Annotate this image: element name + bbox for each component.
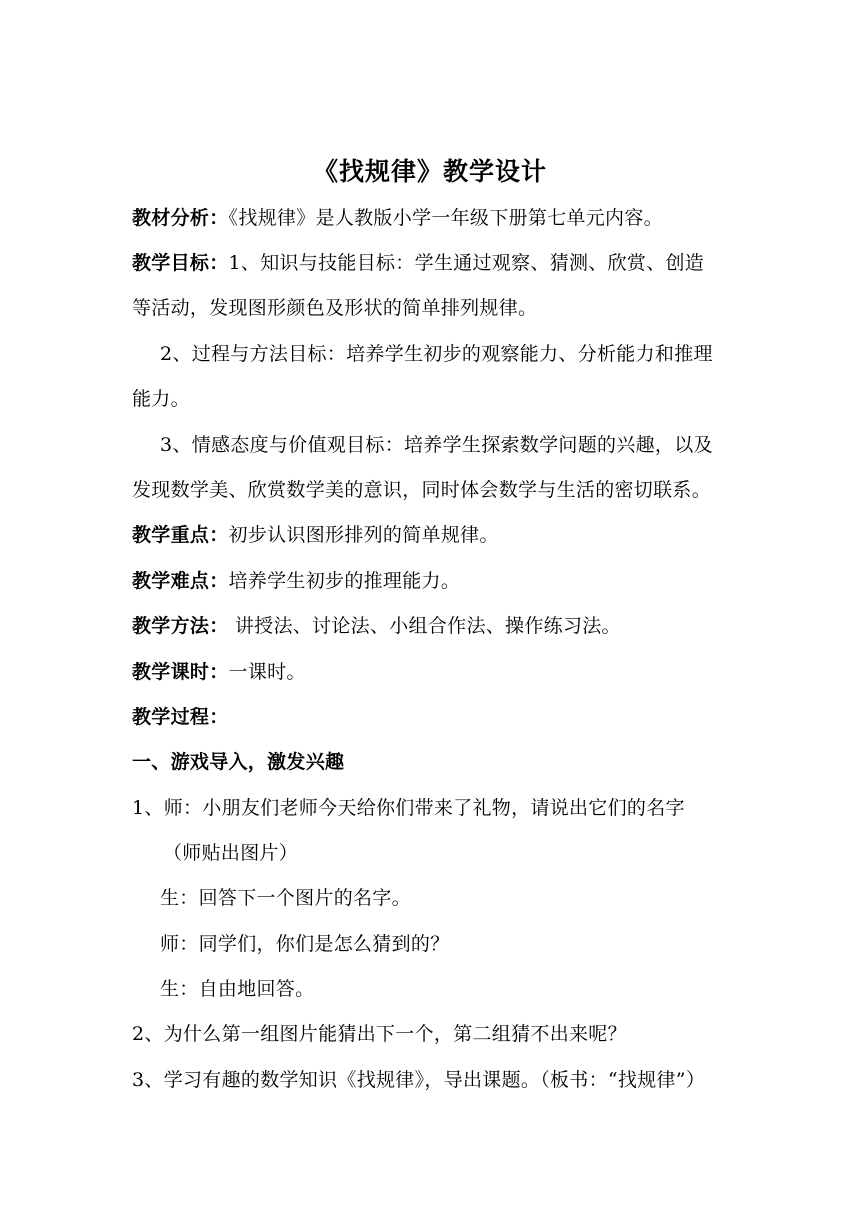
line-text: （师贴出图片） xyxy=(163,842,299,864)
goal-2-continued xyxy=(132,386,190,412)
step-3-line xyxy=(132,1067,705,1093)
line-text: 初步认识图形排列的简单规律。 xyxy=(228,524,499,546)
step-1-note xyxy=(163,840,298,866)
difficult-points-line xyxy=(132,568,460,594)
teacher-question xyxy=(160,931,450,957)
line-text: 3、学习有趣的数学知识《找规律》，导出课题。（板书：“找规律”） xyxy=(132,1069,706,1091)
teaching-methods-line xyxy=(132,613,621,639)
line-text: 讲授法、讨论法、小组合作法、操作练习法。 xyxy=(228,615,621,637)
line-label: 教学重点： xyxy=(132,524,229,546)
teaching-goals-line xyxy=(132,250,704,276)
line-text: 生：自由地回答。 xyxy=(160,978,315,1000)
document-title: 《找规律》教学设计 xyxy=(312,157,547,186)
student-answer-1 xyxy=(160,885,411,911)
line-text: 2、为什么第一组图片能猜出下一个，第二组猜不出来呢？ xyxy=(132,1023,627,1045)
line-text: 发现数学美、欣赏数学美的意识，同时体会数学与生活的密切联系。 xyxy=(132,479,712,501)
teaching-process-heading xyxy=(132,704,229,730)
step-2-line xyxy=(132,1021,627,1047)
student-answer-2 xyxy=(160,976,314,1002)
line-label: 教学方法： xyxy=(132,615,229,637)
line-label: 教材分析： xyxy=(132,207,229,229)
line-text: 3、情感态度与价值观目标：培养学生探索数学问题的兴趣，以及 xyxy=(160,434,713,456)
line-text: 师：同学们，你们是怎么猜到的？ xyxy=(160,933,450,955)
line-label: 教学难点： xyxy=(132,570,229,592)
line-label: 教学课时： xyxy=(132,661,229,683)
line-text: 培养学生初步的推理能力。 xyxy=(228,570,461,592)
line-text: 1、师：小朋友们老师今天给你们带来了礼物，请说出它们的名字 xyxy=(132,797,685,819)
textbook-analysis-line xyxy=(132,205,663,231)
goal-3-continued xyxy=(132,477,711,503)
line-text: 能力。 xyxy=(132,388,190,410)
goal-2-line xyxy=(160,341,713,367)
step-1-line xyxy=(132,795,685,821)
line-text: 《找规律》是人教版小学一年级下册第七单元内容。 xyxy=(228,207,663,229)
line-label: 教学过程： xyxy=(132,706,229,728)
section-1-heading xyxy=(132,749,344,775)
goal-3-line xyxy=(160,432,713,458)
line-label: 一、游戏导入，激发兴趣 xyxy=(132,751,345,773)
line-text: 1、知识与技能目标：学生通过观察、猜测、欣赏、创造 xyxy=(228,252,705,274)
line-text: 生：回答下一个图片的名字。 xyxy=(160,887,411,909)
line-text: 等活动，发现图形颜色及形状的简单排列规律。 xyxy=(132,297,538,319)
goal-1-continued xyxy=(132,295,537,321)
line-text: 2、过程与方法目标：培养学生初步的观察能力、分析能力和推理 xyxy=(160,343,713,365)
key-points-line xyxy=(132,522,499,548)
class-hours-line xyxy=(132,659,306,685)
line-label: 教学目标： xyxy=(132,252,229,274)
line-text: 一课时。 xyxy=(228,661,306,683)
